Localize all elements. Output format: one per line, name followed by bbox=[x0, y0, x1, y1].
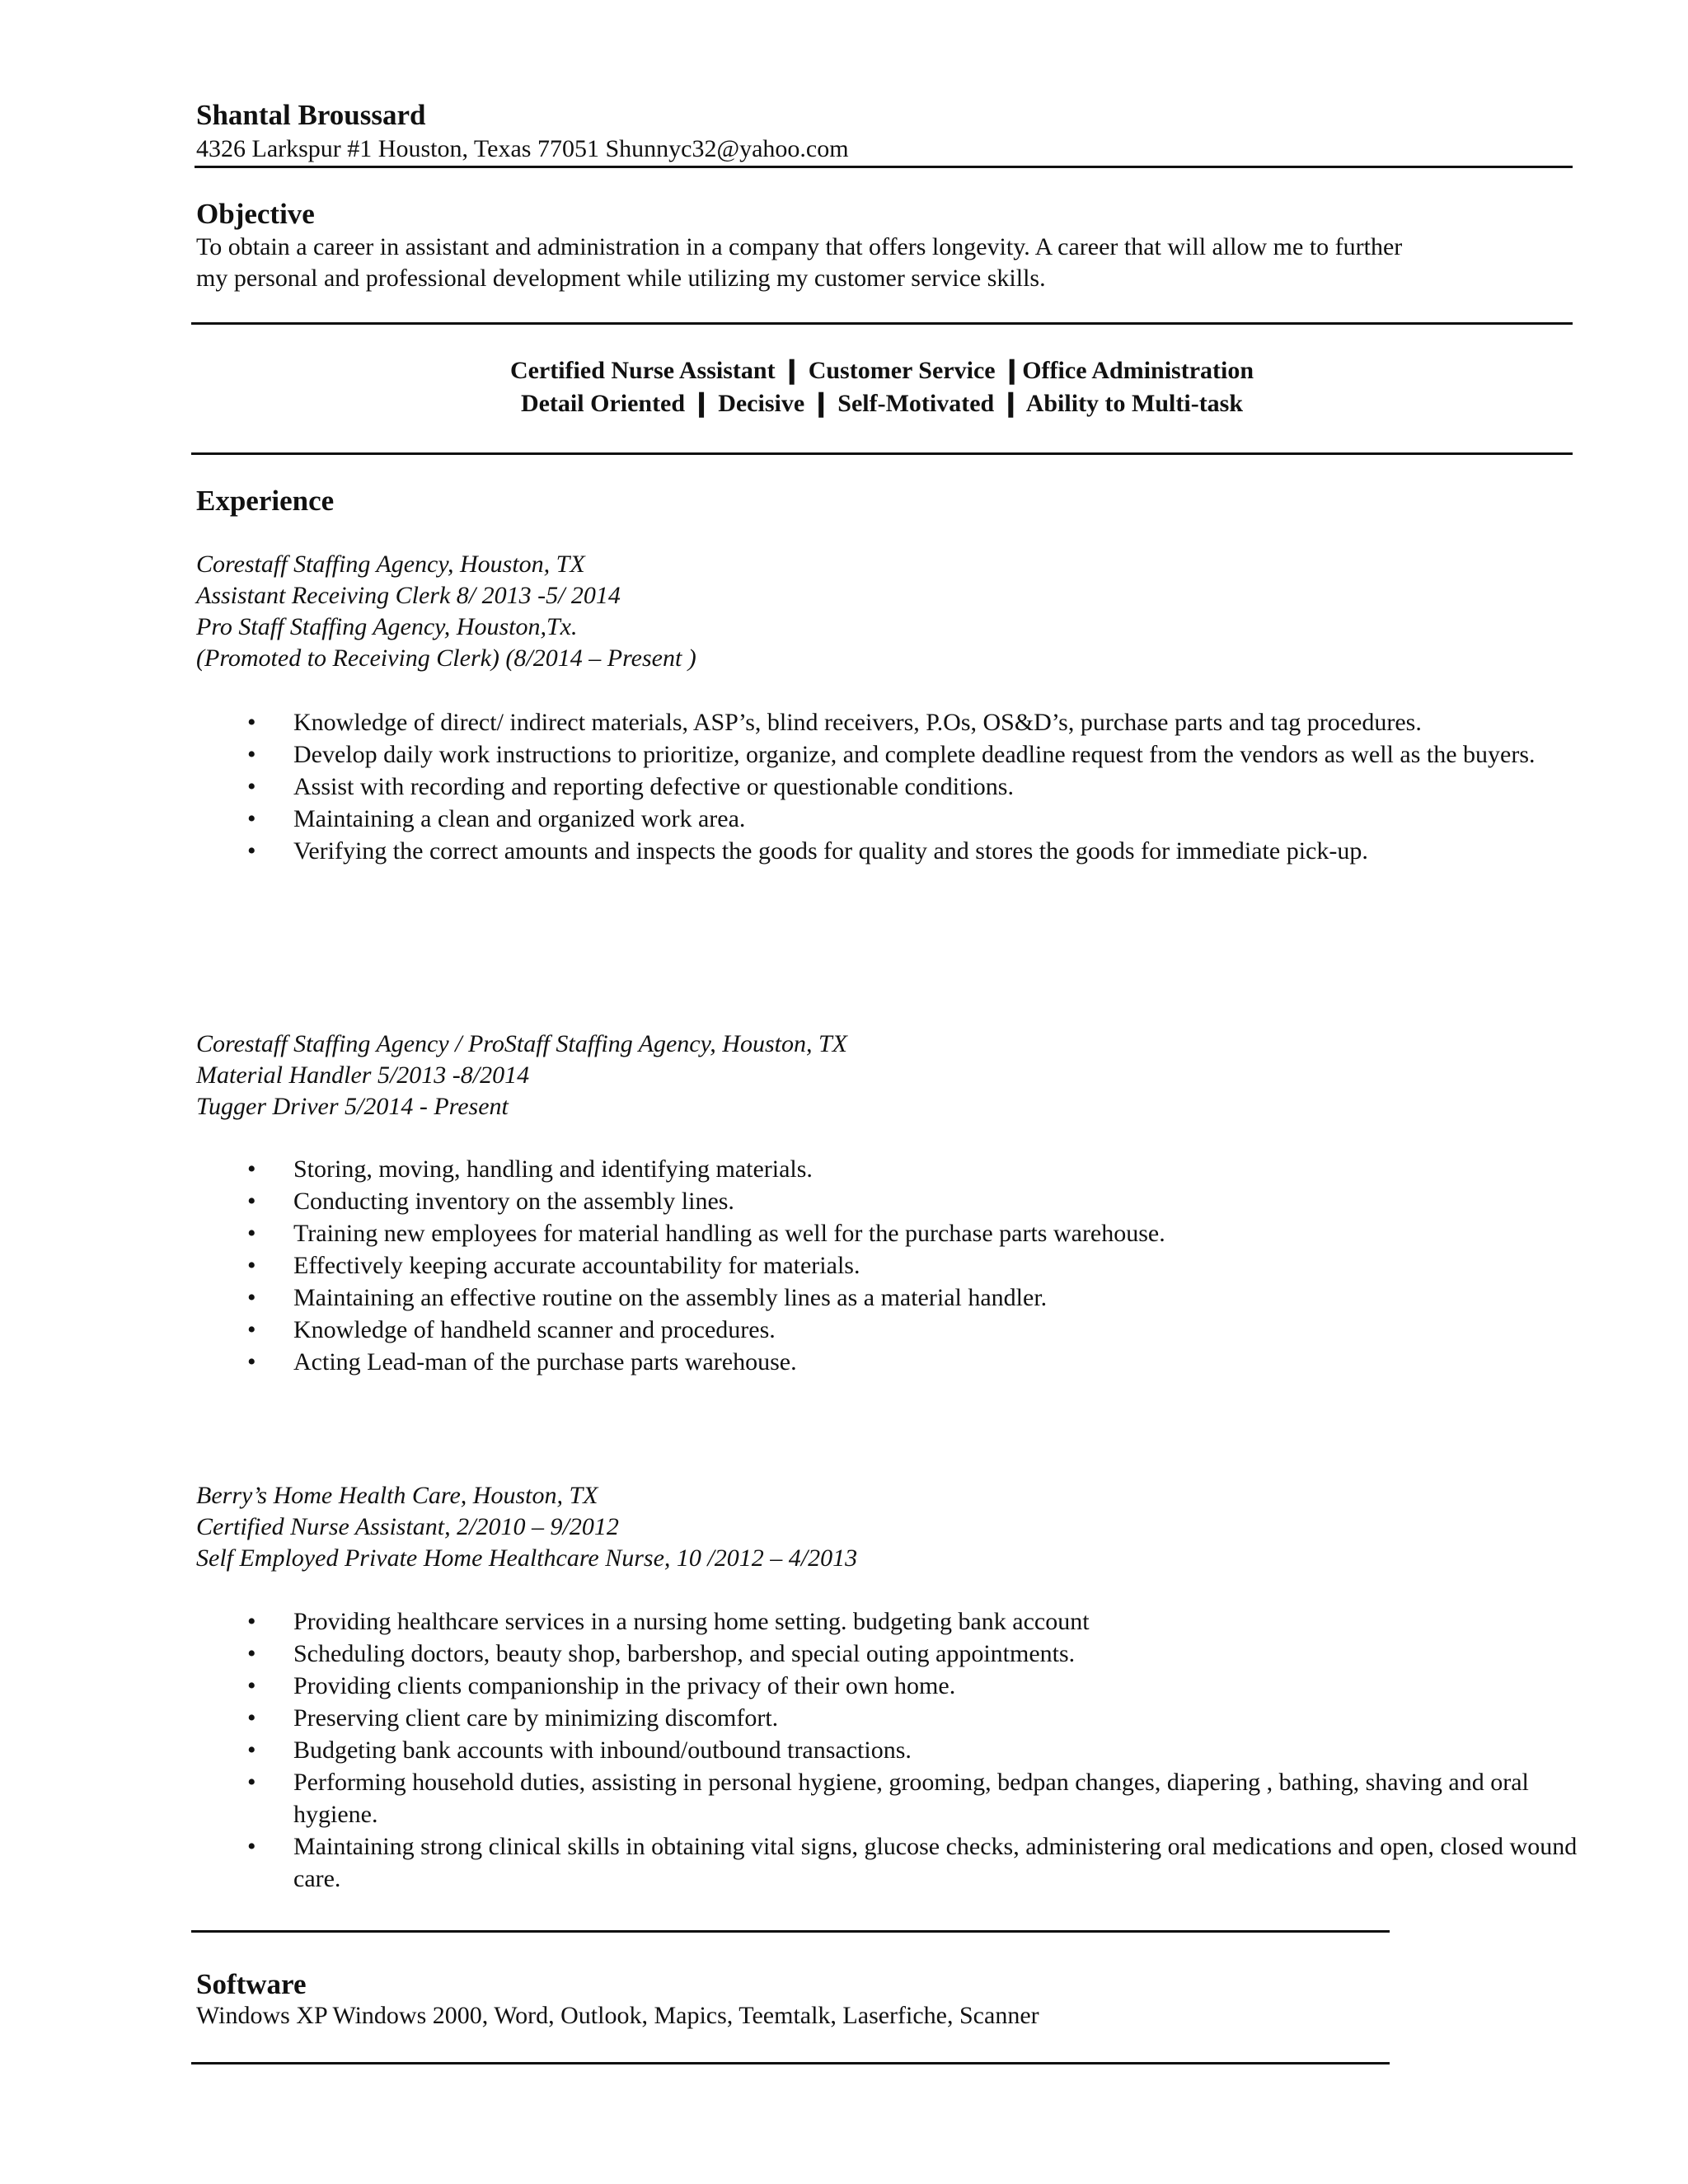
experience-heading: Experience bbox=[196, 485, 335, 517]
job-entry-header bbox=[196, 1029, 847, 1122]
duty-text: Preserving client care by minimizing discomfort. bbox=[293, 1704, 779, 1732]
duty-text: Knowledge of direct/ indirect materials, ASP’s, blind receivers, P.Os, OS&D’s, purchase parts and tag procedures. bbox=[293, 709, 1422, 736]
list-item bbox=[0, 1702, 1579, 1734]
duty-text: Develop daily work instructions to prioritize, organize, and complete deadline request from the vendors as well as the buyers. bbox=[293, 741, 1536, 768]
list-item bbox=[0, 738, 1579, 771]
objective-heading: Objective bbox=[196, 198, 315, 230]
duty-text: Scheduling doctors, beauty shop, barbershop, and special outing appointments. bbox=[293, 1640, 1076, 1667]
candidate-name: Shantal Broussard bbox=[196, 99, 426, 131]
job-employer: Berry’s Home Health Care, Houston, TX bbox=[196, 1482, 598, 1509]
skills-divider bbox=[191, 452, 1573, 455]
experience-divider bbox=[191, 1930, 1390, 1933]
list-item bbox=[0, 1153, 1579, 1185]
list-item bbox=[0, 1346, 1579, 1378]
job-title-dates: Self Employed Private Home Healthcare Nurse, 10 /2012 – 4/2013 bbox=[196, 1544, 858, 1572]
duty-text: Maintaining an effective routine on the assembly lines as a material handler. bbox=[293, 1284, 1048, 1311]
bullet-icon: • bbox=[247, 1672, 256, 1699]
list-item bbox=[0, 1249, 1579, 1282]
bullet-icon: • bbox=[247, 1155, 256, 1183]
bullet-icon: • bbox=[247, 709, 256, 736]
bullet-icon: • bbox=[247, 1769, 256, 1796]
list-item bbox=[0, 1766, 1579, 1830]
duty-text: Knowledge of handheld scanner and procedures. bbox=[293, 1316, 776, 1343]
bullet-icon: • bbox=[247, 1220, 256, 1247]
duty-text: Maintaining a clean and organized work area. bbox=[293, 805, 746, 832]
job-title-dates: Certified Nurse Assistant, 2/2010 – 9/2012 bbox=[196, 1513, 619, 1540]
duty-text: Acting Lead-man of the purchase parts warehouse. bbox=[293, 1348, 797, 1376]
duty-text: Maintaining strong clinical skills in obtaining vital signs, glucose checks, administering oral medications and open, closed wound care. bbox=[293, 1833, 1578, 1892]
bullet-icon: • bbox=[247, 1284, 256, 1311]
list-item bbox=[0, 1185, 1579, 1217]
software-heading: Software bbox=[196, 1968, 307, 2000]
duty-text: Verifying the correct amounts and inspects the goods for quality and stores the goods for immediate pick-up. bbox=[293, 837, 1368, 865]
bullet-icon: • bbox=[247, 773, 256, 800]
objective-text: To obtain a career in assistant and administration in a company that offers longevity. A career that will allow me to further my personal and professional development while utilizing my customer service skills. bbox=[196, 233, 1403, 292]
bullet-icon: • bbox=[247, 1704, 256, 1732]
duty-text: Providing clients companionship in the privacy of their own home. bbox=[293, 1672, 956, 1699]
duty-text: Providing healthcare services in a nursing home setting. budgeting bank account bbox=[293, 1608, 1090, 1635]
bullet-icon: • bbox=[247, 805, 256, 832]
duty-text: Conducting inventory on the assembly lines. bbox=[293, 1188, 734, 1215]
header-divider bbox=[195, 166, 1573, 168]
job-employer: Pro Staff Staffing Agency, Houston,Tx. bbox=[196, 613, 578, 640]
bullet-icon: • bbox=[247, 1252, 256, 1279]
bullet-icon: • bbox=[247, 1348, 256, 1376]
duty-text: Effectively keeping accurate accountability for materials. bbox=[293, 1252, 860, 1279]
job-employer: Corestaff Staffing Agency, Houston, TX bbox=[196, 551, 585, 578]
list-item bbox=[0, 1670, 1579, 1702]
bullet-icon: • bbox=[247, 1833, 256, 1860]
bullet-icon: • bbox=[247, 837, 256, 865]
duty-text: Storing, moving, handling and identifying materials. bbox=[293, 1155, 813, 1183]
job-duties-list bbox=[0, 1605, 1579, 1895]
job-title-dates: Material Handler 5/2013 -8/2014 bbox=[196, 1062, 530, 1089]
list-item bbox=[0, 771, 1579, 803]
list-item bbox=[0, 1314, 1579, 1346]
contact-line: 4326 Larkspur #1 Houston, Texas 77051 Shunnyc32@yahoo.com bbox=[196, 135, 849, 162]
list-item bbox=[0, 1638, 1579, 1670]
list-item bbox=[0, 706, 1579, 738]
list-item bbox=[0, 1734, 1579, 1766]
list-item bbox=[0, 1217, 1579, 1249]
bullet-icon: • bbox=[247, 1316, 256, 1343]
job-duties-list bbox=[0, 706, 1579, 867]
software-list: Windows XP Windows 2000, Word, Outlook, Mapics, Teemtalk, Laserfiche, Scanner bbox=[196, 2002, 1039, 2029]
list-item bbox=[0, 803, 1579, 835]
job-duties-list bbox=[0, 1153, 1579, 1378]
job-entry-header bbox=[196, 549, 696, 674]
bullet-icon: • bbox=[247, 1608, 256, 1635]
list-item bbox=[0, 1605, 1579, 1638]
bullet-icon: • bbox=[247, 1640, 256, 1667]
objective-divider bbox=[191, 322, 1573, 325]
list-item bbox=[0, 835, 1579, 867]
bullet-icon: • bbox=[247, 741, 256, 768]
skills-line-1: Certified Nurse Assistant ❙ Customer Service ❙Office Administration bbox=[509, 357, 1254, 384]
duty-text: Performing household duties, assisting in personal hygiene, grooming, bedpan changes, diapering , bathing, shaving and oral hygiene. bbox=[293, 1769, 1529, 1828]
footer-divider bbox=[191, 2062, 1390, 2064]
job-employer: Corestaff Staffing Agency / ProStaff Staffing Agency, Houston, TX bbox=[196, 1030, 847, 1057]
bullet-icon: • bbox=[247, 1736, 256, 1764]
duty-text: Assist with recording and reporting defective or questionable conditions. bbox=[293, 773, 1014, 800]
duty-text: Budgeting bank accounts with inbound/outbound transactions. bbox=[293, 1736, 912, 1764]
list-item bbox=[0, 1282, 1579, 1314]
job-entry-header bbox=[196, 1480, 857, 1574]
skills-line-2: Detail Oriented ❙ Decisive ❙ Self-Motivated ❙ Ability to Multi-task bbox=[520, 390, 1244, 417]
job-title-dates: Tugger Driver 5/2014 - Present bbox=[196, 1093, 509, 1120]
job-title-dates: Assistant Receiving Clerk 8/ 2013 -5/ 2014 bbox=[196, 582, 621, 609]
duty-text: Training new employees for material handling as well for the purchase parts warehouse. bbox=[293, 1220, 1165, 1247]
list-item bbox=[0, 1830, 1579, 1895]
job-title-dates: (Promoted to Receiving Clerk) (8/2014 – Present ) bbox=[196, 644, 696, 672]
bullet-icon: • bbox=[247, 1188, 256, 1215]
